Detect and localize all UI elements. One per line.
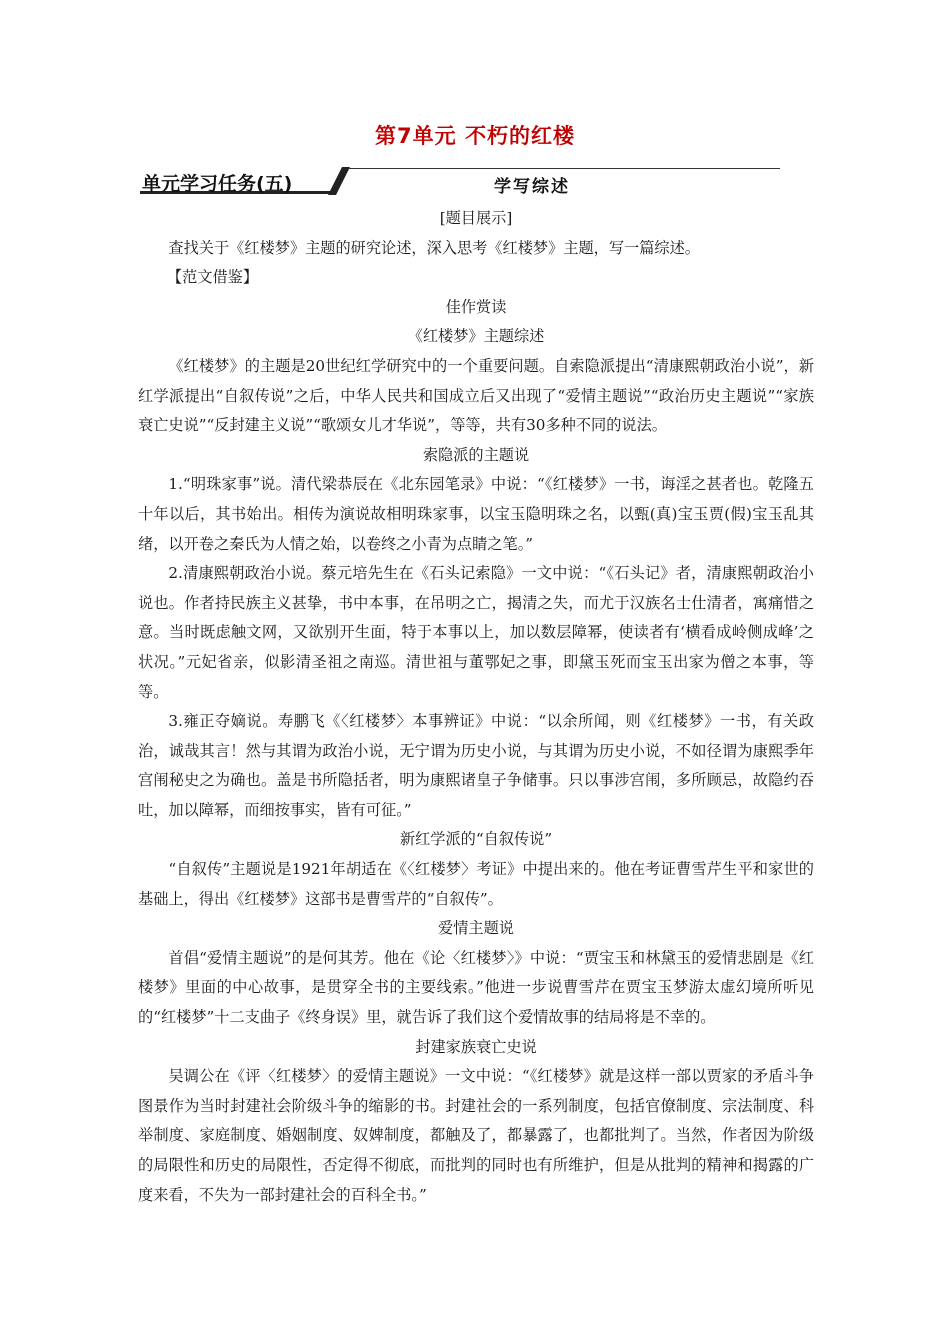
banner-right-label: 学写综述	[494, 177, 570, 197]
section-paragraph: 吴调公在《评〈红楼梦〉的爱情主题说》一文中说：“《红楼梦》就是这样一部以贾家的矛盾斗争图景作为当时封建社会阶级斗争的缩影的书。封建社会的一系列制度，包括官僚制度、宗法制度、科举制度、家庭制度、婚姻制度、奴婢制度，都触及了，都暴露了，也都批判了。当然，作者因为阶级的局限性和历史的局限性，否定得不彻底，而批判的同时也有所维护，但是从批判的精神和揭露的广度来看，不失为一部封建社会的百科全书。”	[138, 1067, 814, 1204]
essay-title: 《红楼梦》主题综述	[407, 327, 545, 346]
section-banner	[140, 162, 780, 198]
section-paragraph: 3.雍正夺嫡说。寿鹏飞《〈红楼梦〉本事辨证》中说：“以余所闻，则《红楼梦》一书，有关政治，诚哉其言！然与其谓为政治小说，无宁谓为历史小说，与其谓为历史小说，不如径谓为康熙季年宫闱秘史之为确也。盖是书所隐括者，明为康熙诸皇子争储事。只以事涉宫闱，多所顾忌，故隐约吞吐，加以障幂，而细按事实，皆有可征。”	[138, 712, 814, 819]
section-paragraph: 首倡“爱情主题说”的是何其芳。他在《论〈红楼梦〉》中说：“贾宝玉和林黛玉的爱情悲剧是《红楼梦》里面的中心故事，是贯穿全书的主要线索。”他进一步说曹雪芹在贾宝玉梦游太虚幻境所听见的“红楼梦”十二支曲子《终身误》里，就告诉了我们这个爱情故事的结局将是不幸的。	[138, 948, 814, 1027]
banner-rule	[348, 168, 780, 169]
banner-left-label: 单元学习任务(五)	[142, 173, 293, 195]
document-body	[138, 204, 814, 1210]
appreciation-heading: 佳作赏读	[445, 297, 507, 316]
section-heading: 索隐派的主题说	[422, 445, 530, 464]
section-heading: 新红学派的“自叙传说”	[399, 830, 553, 849]
banner-left-block	[140, 169, 336, 194]
task-text: 查找关于《红楼梦》主题的研究论述，深入思考《红楼梦》主题，写一篇综述。	[168, 238, 700, 257]
unit-title: 第7单元 不朽的红楼	[375, 124, 575, 148]
banner-slash-divider	[328, 167, 354, 195]
section-paragraph: 1.“明珠家事”说。清代梁恭辰在《北东园笔录》中说：“《红楼梦》一书，诲淫之甚者也。乾隆五十年以后，其书始出。相传为演说故相明珠家事，以宝玉隐明珠之名，以甄(真)宝玉贾(假)宝玉乱其绪，以开卷之秦氏为人情之始，以卷终之小青为点睛之笔。”	[138, 475, 814, 553]
section-paragraph: 2.清康熙朝政治小说。蔡元培先生在《石头记索隐》一文中说：“《石头记》者，清康熙朝政治小说也。作者持民族主义甚挚，书中本事，在吊明之亡，揭清之失，而尤于汉族名士仕清者，寓痛惜之意。当时既虑触文网，又欲别开生面，特于本事以上，加以数层障幂，使读者有‘横看成岭侧成峰’之状况。”元妃省亲，似影清圣祖之南巡。清世祖与董鄂妃之事，即黛玉死而宝玉出家为僧之本事，等等。	[138, 564, 814, 701]
intro-paragraph: 《红楼梦》的主题是20世纪红学研究中的一个重要问题。自索隐派提出“清康熙朝政治小说”，新红学派提出“自叙传说”之后，中华人民共和国成立后又出现了“爱情主题说”“政治历史主题说”“家族衰亡史说”“反封建主义说”“歌颂女儿才华说”，等等，共有30多种不同的说法。	[138, 356, 814, 435]
section-heading: 封建家族衰亡史说	[415, 1037, 537, 1056]
section-heading: 爱情主题说	[438, 919, 514, 938]
section-paragraph: “自叙传”主题说是1921年胡适在《〈红楼梦〉考证》中提出来的。他在考证曹雪芹生平和家世的基础上，得出《红楼梦》这部书是曹雪芹的“自叙传”。	[138, 860, 814, 908]
task-heading: [题目展示]	[439, 209, 513, 227]
model-label: 【范文借鉴】	[166, 268, 258, 287]
